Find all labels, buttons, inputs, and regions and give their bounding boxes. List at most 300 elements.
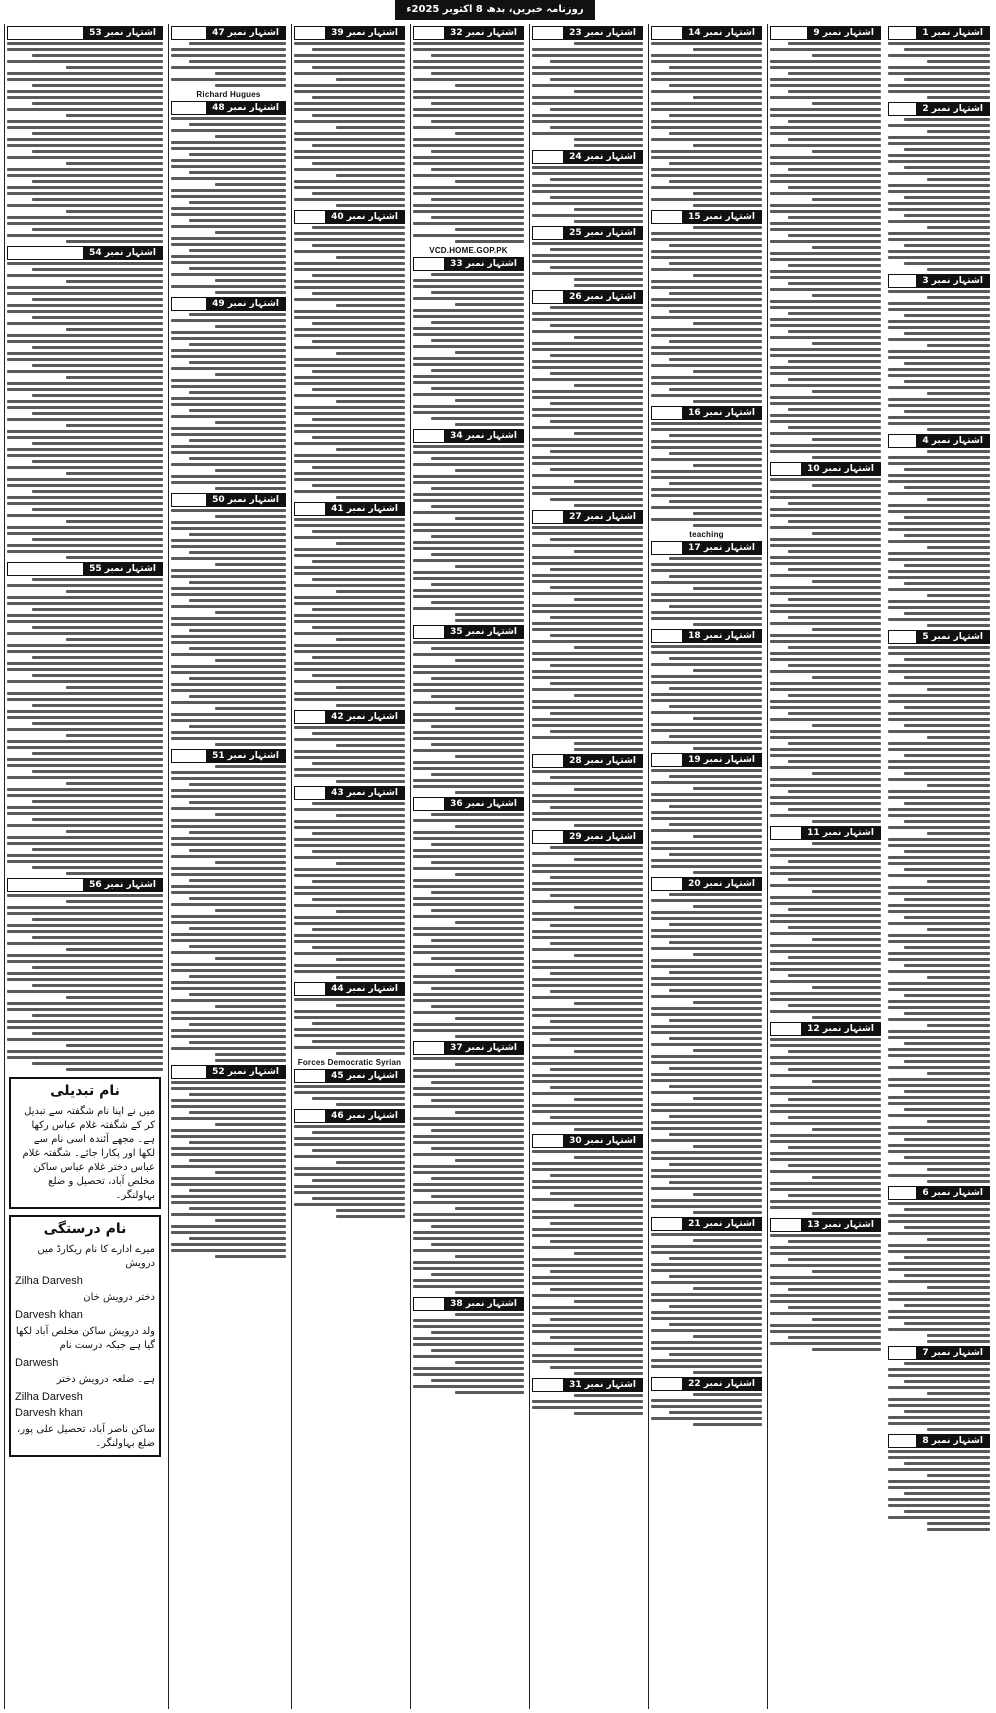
text-line [888, 652, 990, 655]
text-line [431, 957, 524, 960]
text-line [431, 1349, 524, 1352]
text-line [413, 975, 524, 978]
text-line [788, 1258, 881, 1261]
ad-label-fill [652, 754, 682, 766]
text-line [574, 220, 643, 223]
text-line [455, 873, 524, 876]
text-line [651, 108, 762, 111]
ad-body-text [888, 42, 990, 99]
text-line [927, 736, 990, 739]
text-line [770, 384, 881, 387]
text-line [532, 408, 643, 411]
text-line [770, 1206, 881, 1209]
text-line [904, 486, 990, 489]
text-line [770, 1182, 881, 1185]
text-line [904, 1042, 990, 1045]
text-line [651, 1007, 762, 1010]
text-line [927, 1428, 990, 1431]
text-line [888, 1368, 990, 1371]
text-line [888, 456, 990, 459]
text-line [812, 150, 881, 153]
classified-ad [294, 210, 405, 499]
text-line [532, 1312, 643, 1315]
text-line [413, 48, 524, 51]
text-line [294, 964, 405, 967]
text-line [788, 502, 881, 505]
text-line [32, 490, 163, 493]
text-line [770, 604, 881, 607]
text-line [336, 638, 405, 641]
classified-ad [294, 1069, 405, 1106]
text-line [532, 544, 643, 547]
text-line [7, 746, 163, 749]
text-line [413, 405, 524, 408]
ad-number: اشتہار نمبر 55 [83, 563, 162, 575]
text-line [927, 784, 990, 787]
text-line [904, 534, 990, 537]
text-line [413, 1117, 524, 1120]
text-line [171, 1129, 286, 1132]
ad-number-label [294, 210, 405, 224]
text-line [32, 150, 163, 153]
name-change-text: میں نے اپنا نام شگفتہ سے تبدیل کر کے شگفتہ غلام عباس رکھا ہے۔ مجھے آئندہ اسی نام سے لکھا اور پکارا جائے۔ شگفتہ غلام عباس دختر غلام عباس ساکن مخلص آباد، تحصیل و ضلع بہاولنگر۔ [22, 1106, 155, 1201]
text-line [171, 225, 286, 228]
text-line [294, 268, 405, 271]
ad-number: اشتہار نمبر 42 [325, 711, 404, 723]
text-line [904, 262, 990, 265]
text-line [171, 117, 286, 120]
ad-body-text [171, 42, 286, 87]
text-line [294, 90, 405, 93]
text-line [812, 1016, 881, 1019]
ad-label-fill [652, 542, 682, 554]
text-line [788, 550, 881, 553]
text-line [770, 652, 881, 655]
text-line [32, 132, 163, 135]
text-line [413, 641, 524, 644]
text-line [532, 1198, 643, 1201]
text-line [215, 72, 286, 75]
text-line [532, 426, 643, 429]
ad-body-text [888, 450, 990, 627]
ad-body-text [651, 1393, 762, 1426]
text-line [888, 838, 990, 841]
text-line [550, 1086, 643, 1089]
text-line [32, 800, 163, 803]
text-line [788, 1336, 881, 1339]
text-line [770, 1276, 881, 1279]
text-line [532, 574, 643, 577]
text-line [651, 1013, 762, 1016]
text-line [7, 496, 163, 499]
text-line [770, 1152, 881, 1155]
text-line [651, 917, 762, 920]
classified-ad [7, 562, 163, 875]
text-line [312, 96, 405, 99]
text-line [215, 469, 286, 472]
ad-number: اشتہار نمبر 9 [807, 27, 880, 39]
text-line [904, 244, 990, 247]
text-line [32, 102, 163, 105]
text-line [66, 830, 163, 833]
text-line [904, 658, 990, 661]
text-line [294, 412, 405, 415]
text-line [651, 54, 762, 57]
classified-ad [532, 830, 643, 1131]
text-line [651, 422, 762, 425]
text-line [32, 198, 163, 201]
text-line [888, 1220, 990, 1223]
text-line [413, 357, 524, 360]
text-line [532, 864, 643, 867]
text-line [770, 48, 881, 51]
ad-number: اشتہار نمبر 33 [444, 258, 523, 270]
text-line [927, 450, 990, 453]
text-line [532, 870, 643, 873]
text-line [532, 658, 643, 661]
ad-number: اشتہار نمبر 50 [206, 494, 285, 506]
ad-number-label [770, 462, 881, 476]
text-line [413, 511, 524, 514]
text-line [312, 928, 405, 931]
ad-number-label [888, 434, 990, 448]
text-line [294, 614, 405, 617]
ad-body-text [7, 894, 163, 1071]
text-line [171, 337, 286, 340]
text-line [788, 974, 881, 977]
text-line [7, 544, 163, 547]
text-line [788, 790, 881, 793]
text-line [294, 668, 405, 671]
ad-number-label [294, 982, 405, 996]
text-line [788, 1146, 881, 1149]
text-line [888, 694, 990, 697]
text-line [431, 72, 524, 75]
text-line [7, 48, 163, 51]
text-line [294, 844, 405, 847]
text-line [7, 60, 163, 63]
text-line [171, 641, 286, 644]
ad-number-label [888, 102, 990, 116]
text-line [550, 1038, 643, 1041]
ad-label-fill [172, 102, 206, 114]
text-line [550, 248, 643, 251]
text-line [651, 899, 762, 902]
text-line [770, 848, 881, 851]
text-line [32, 298, 163, 301]
text-line [888, 600, 990, 603]
text-line [171, 78, 286, 81]
ad-label-fill [414, 1298, 444, 1310]
text-line [651, 440, 762, 443]
text-line [927, 688, 990, 691]
text-line [171, 1117, 286, 1120]
text-line [413, 1171, 524, 1174]
text-line [171, 331, 286, 334]
text-line [294, 382, 405, 385]
text-line [413, 689, 524, 692]
text-line [431, 150, 524, 153]
text-line [532, 918, 643, 921]
text-line [904, 410, 990, 413]
text-line [770, 210, 881, 213]
name-change-title: نام تبدیلی [50, 1083, 120, 1099]
text-line [904, 166, 990, 169]
column-5 [410, 24, 526, 1709]
text-line [171, 1201, 286, 1204]
text-line [294, 856, 405, 859]
text-line [532, 120, 643, 123]
text-line [413, 719, 524, 722]
text-line [413, 1367, 524, 1370]
text-line [770, 634, 881, 637]
text-line [215, 373, 286, 376]
text-line [32, 722, 163, 725]
text-line [888, 1126, 990, 1129]
text-line [171, 1029, 286, 1032]
text-line [888, 504, 990, 507]
classified-ad [532, 510, 643, 751]
text-line [413, 144, 524, 147]
text-line [888, 84, 990, 87]
text-line [812, 390, 881, 393]
text-line [888, 1310, 990, 1313]
classified-ad [651, 1217, 762, 1374]
ad-number-label [770, 26, 881, 40]
ad-label-fill [652, 211, 682, 223]
ad-label-fill [652, 1218, 682, 1230]
text-line [770, 1038, 881, 1041]
text-line [888, 1048, 990, 1051]
text-line [294, 738, 405, 741]
classified-ad [888, 630, 990, 1183]
text-line [294, 42, 405, 45]
text-line [651, 995, 762, 998]
text-line [651, 1347, 762, 1350]
text-line [336, 304, 405, 307]
text-line [651, 458, 762, 461]
text-line [413, 595, 524, 598]
text-line [812, 456, 881, 459]
text-line [413, 138, 524, 141]
ad-label-fill [172, 1066, 206, 1078]
text-line [904, 48, 990, 51]
text-line [651, 446, 762, 449]
ad-label-fill [414, 258, 444, 270]
text-line [812, 1080, 881, 1083]
text-line [669, 575, 762, 578]
text-line [770, 162, 881, 165]
ad-number: اشتہار نمبر 37 [444, 1042, 523, 1054]
text-line [312, 898, 405, 901]
text-line [651, 1043, 762, 1046]
text-line [693, 1335, 762, 1338]
text-line [651, 793, 762, 796]
ad-number-label [294, 786, 405, 800]
text-line [669, 805, 762, 808]
text-line [431, 291, 524, 294]
ad-number-label [171, 1065, 286, 1079]
text-line [431, 369, 524, 372]
text-line [788, 120, 881, 123]
text-line [888, 558, 990, 561]
text-line [532, 84, 643, 87]
text-line [888, 320, 990, 323]
text-line [413, 78, 524, 81]
text-line [651, 959, 762, 962]
text-line [651, 681, 762, 684]
text-line [455, 1159, 524, 1162]
text-line [651, 977, 762, 980]
text-line [770, 414, 881, 417]
classified-ad [651, 406, 762, 527]
ad-number-label [532, 830, 643, 844]
text-line [413, 867, 524, 870]
text-line [812, 1128, 881, 1131]
text-line [532, 312, 643, 315]
ad-body-text [532, 1150, 643, 1375]
text-line [189, 219, 286, 222]
text-line [888, 1018, 990, 1021]
text-line [7, 532, 163, 535]
ad-number: اشتہار نمبر 32 [444, 27, 523, 39]
text-line [413, 375, 524, 378]
text-line [770, 1122, 881, 1125]
text-line [171, 969, 286, 972]
text-line [693, 1049, 762, 1052]
text-line [532, 132, 643, 135]
classified-ad [532, 1378, 643, 1415]
text-line [888, 250, 990, 253]
text-line [32, 84, 163, 87]
text-line [7, 710, 163, 713]
text-line [770, 754, 881, 757]
text-line [171, 261, 286, 264]
text-line [171, 731, 286, 734]
text-line [927, 1180, 990, 1183]
text-line [294, 1091, 405, 1094]
text-line [770, 730, 881, 733]
text-line [413, 1093, 524, 1096]
text-line [171, 987, 286, 990]
text-line [888, 1006, 990, 1009]
text-line [294, 1155, 405, 1158]
text-line [888, 1132, 990, 1135]
text-line [413, 903, 524, 906]
text-line [574, 598, 643, 601]
text-line [455, 84, 524, 87]
text-line [888, 1214, 990, 1217]
ad-body-text [532, 1394, 643, 1415]
text-line [455, 619, 524, 622]
text-line [7, 1008, 163, 1011]
text-line [336, 174, 405, 177]
text-line [171, 777, 286, 780]
ad-number: اشتہار نمبر 23 [563, 27, 642, 39]
text-line [651, 1121, 762, 1124]
text-line [532, 1210, 643, 1213]
text-line [651, 947, 762, 950]
ad-number: اشتہار نمبر 1 [916, 27, 989, 39]
text-line [413, 1189, 524, 1192]
text-line [812, 484, 881, 487]
text-line [32, 936, 163, 939]
text-line [7, 794, 163, 797]
text-line [294, 554, 405, 557]
text-line [532, 900, 643, 903]
text-line [770, 968, 881, 971]
text-line [336, 1103, 405, 1106]
text-line [888, 1244, 990, 1247]
text-line [888, 760, 990, 763]
text-line [888, 934, 990, 937]
name-correction-line-3: ولد درویش ساکن مخلص آباد لکھا گیا ہے جبکہ درست نام [15, 1326, 155, 1351]
text-line [312, 418, 405, 421]
text-line [651, 280, 762, 283]
text-line [812, 294, 881, 297]
text-line [431, 417, 524, 420]
text-line [66, 1044, 163, 1047]
text-line [574, 1300, 643, 1303]
text-line [189, 1041, 286, 1044]
text-line [888, 1202, 990, 1205]
text-line [904, 1138, 990, 1141]
text-line [171, 415, 286, 418]
text-line [904, 820, 990, 823]
text-line [550, 924, 643, 927]
text-line [66, 162, 163, 165]
text-line [294, 454, 405, 457]
text-line [888, 398, 990, 401]
text-line [904, 868, 990, 871]
ad-body-text [532, 306, 643, 507]
text-line [669, 1019, 762, 1022]
text-line [904, 946, 990, 949]
text-line [66, 556, 163, 559]
text-line [413, 451, 524, 454]
text-line [532, 1258, 643, 1261]
classified-ad [532, 26, 643, 147]
text-line [171, 1225, 286, 1228]
text-line [770, 348, 881, 351]
text-line [171, 379, 286, 382]
text-line [215, 135, 286, 138]
text-line [651, 1103, 762, 1106]
text-line [189, 551, 286, 554]
text-line [7, 894, 163, 897]
text-line [927, 1340, 990, 1343]
text-line [189, 123, 286, 126]
text-line [888, 474, 990, 477]
text-line [413, 186, 524, 189]
text-line [294, 328, 405, 331]
text-line [788, 1240, 881, 1243]
text-line [171, 147, 286, 150]
text-line [66, 948, 163, 951]
text-line [189, 993, 286, 996]
text-line [7, 126, 163, 129]
text-line [770, 1234, 881, 1237]
text-line [413, 1023, 524, 1026]
text-line [888, 910, 990, 913]
text-line [215, 563, 286, 566]
classified-ad [888, 1434, 990, 1531]
text-line [574, 90, 643, 93]
text-line [171, 177, 286, 180]
text-line [651, 581, 762, 584]
text-line [532, 214, 643, 217]
text-line [770, 610, 881, 613]
